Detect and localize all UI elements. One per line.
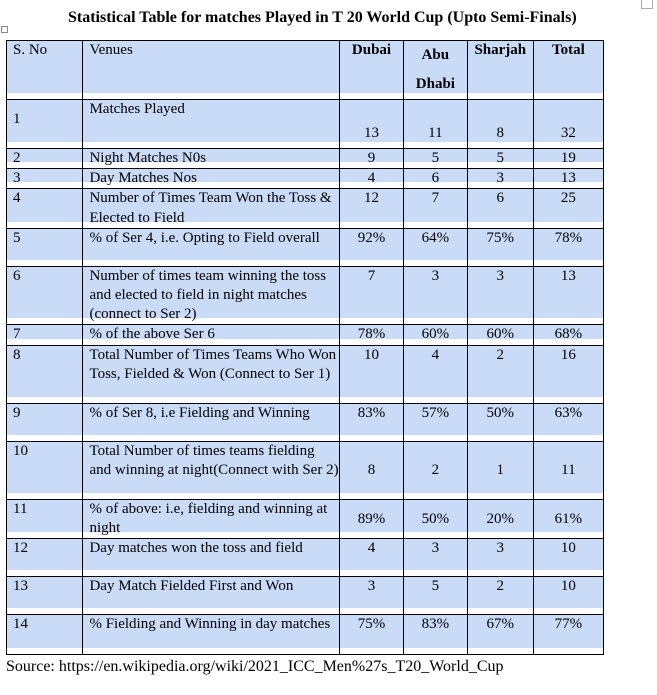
row-total: 10: [533, 539, 603, 577]
row-dubai: 89%: [340, 499, 404, 538]
row-dubai: 13: [340, 100, 404, 149]
row-total: 19: [533, 149, 603, 169]
table-row: [7, 169, 604, 189]
row-venue: % of the above Ser 6: [83, 325, 340, 345]
row-sno: 12: [7, 539, 83, 577]
row-sno: 5: [7, 228, 83, 266]
row-dubai: 10: [340, 345, 404, 403]
row-dubai: 92%: [340, 228, 404, 266]
table-row: [7, 100, 604, 149]
row-abu-dhabi: 5: [403, 149, 467, 169]
row-sno: 1: [7, 100, 83, 149]
row-venue: % of above: i.e, fielding and winning at night: [83, 499, 340, 538]
table-row: [7, 325, 604, 345]
row-abu-dhabi: 64%: [403, 228, 467, 266]
table-row: [7, 577, 604, 615]
row-sharjah: 3: [467, 169, 533, 189]
row-sno: 10: [7, 441, 83, 499]
row-abu-dhabi: 60%: [403, 325, 467, 345]
row-sno: 14: [7, 615, 83, 655]
row-sno: 7: [7, 325, 83, 345]
row-sharjah: 2: [467, 577, 533, 615]
row-venue: Day matches won the toss and field: [83, 539, 340, 577]
row-abu-dhabi: 3: [403, 266, 467, 325]
header-venues: Venues: [83, 41, 340, 100]
row-dubai: 8: [340, 441, 404, 499]
table-move-handle[interactable]: [1, 26, 8, 33]
row-abu-dhabi: 5: [403, 577, 467, 615]
row-abu-dhabi: 11: [403, 100, 467, 149]
row-sno: 8: [7, 345, 83, 403]
table-row: [7, 189, 604, 228]
row-sno: 3: [7, 169, 83, 189]
row-abu-dhabi: 3: [403, 539, 467, 577]
header-row: [7, 41, 604, 100]
row-sno: 4: [7, 189, 83, 228]
header-abu-dhabi: Abu Dhabi: [403, 41, 467, 100]
row-abu-dhabi: 4: [403, 345, 467, 403]
row-venue: Day Matches Nos: [83, 169, 340, 189]
table-row: [7, 539, 604, 577]
row-dubai: 12: [340, 189, 404, 228]
row-sharjah: 50%: [467, 403, 533, 441]
table-row: [7, 149, 604, 169]
table-row: [7, 266, 604, 325]
table-row: [7, 345, 604, 403]
row-venue: Total Number of times teams fielding and winning at night(Connect with Ser 2): [83, 441, 340, 499]
row-total: 68%: [533, 325, 603, 345]
header-sharjah: Sharjah: [467, 41, 533, 100]
header-dubai: Dubai: [340, 41, 404, 100]
row-total: 78%: [533, 228, 603, 266]
row-venue: Number of Times Team Won the Toss & Elected to Field: [83, 189, 340, 228]
row-venue: Number of times team winning the toss and elected to field in night matches (connect to Ser 2): [83, 266, 340, 325]
row-sharjah: 60%: [467, 325, 533, 345]
row-total: 10: [533, 577, 603, 615]
row-total: 32: [533, 100, 603, 149]
row-total: 16: [533, 345, 603, 403]
page-title: Statistical Table for matches Played in T 20 World Cup (Upto Semi-Finals): [68, 9, 577, 26]
table-row: [7, 403, 604, 441]
row-total: 13: [533, 266, 603, 325]
table-row: [7, 228, 604, 266]
row-dubai: 83%: [340, 403, 404, 441]
row-dubai: 78%: [340, 325, 404, 345]
row-sno: 6: [7, 266, 83, 325]
row-dubai: 9: [340, 149, 404, 169]
row-venue: Day Match Fielded First and Won: [83, 577, 340, 615]
table-row: [7, 615, 604, 655]
row-sharjah: 67%: [467, 615, 533, 655]
row-sharjah: 3: [467, 539, 533, 577]
row-sharjah: 5: [467, 149, 533, 169]
row-sno: 9: [7, 403, 83, 441]
row-abu-dhabi: 57%: [403, 403, 467, 441]
row-sno: 11: [7, 499, 83, 538]
row-sno: 13: [7, 577, 83, 615]
row-venue: % of Ser 8, i.e Fielding and Winning: [83, 403, 340, 441]
row-total: 61%: [533, 499, 603, 538]
row-sno: 2: [7, 149, 83, 169]
table-row: [7, 499, 604, 538]
table-row: [7, 441, 604, 499]
header-sno: S. No: [7, 41, 83, 100]
row-venue: Total Number of Times Teams Who Won Toss, Fielded & Won (Connect to Ser 1): [83, 345, 340, 403]
row-abu-dhabi: 6: [403, 169, 467, 189]
row-sharjah: 3: [467, 266, 533, 325]
row-sharjah: 8: [467, 100, 533, 149]
row-venue: % Fielding and Winning in day matches: [83, 615, 340, 655]
row-abu-dhabi: 2: [403, 441, 467, 499]
row-total: 25: [533, 189, 603, 228]
row-total: 63%: [533, 403, 603, 441]
row-sharjah: 75%: [467, 228, 533, 266]
page-corner-mark: [641, 0, 653, 9]
stats-table: [6, 40, 604, 655]
row-venue: Matches Played: [83, 100, 340, 149]
row-dubai: 4: [340, 539, 404, 577]
row-abu-dhabi: 83%: [403, 615, 467, 655]
header-total: Total: [533, 41, 603, 100]
source-citation: Source: https://en.wikipedia.org/wiki/2021_ICC_Men%27s_T20_World_Cup: [6, 658, 504, 675]
row-dubai: 4: [340, 169, 404, 189]
row-sharjah: 1: [467, 441, 533, 499]
row-venue: Night Matches N0s: [83, 149, 340, 169]
row-total: 11: [533, 441, 603, 499]
row-dubai: 3: [340, 577, 404, 615]
row-venue: % of Ser 4, i.e. Opting to Field overall: [83, 228, 340, 266]
row-dubai: 7: [340, 266, 404, 325]
row-dubai: 75%: [340, 615, 404, 655]
row-abu-dhabi: 50%: [403, 499, 467, 538]
row-total: 13: [533, 169, 603, 189]
row-sharjah: 20%: [467, 499, 533, 538]
row-sharjah: 6: [467, 189, 533, 228]
row-abu-dhabi: 7: [403, 189, 467, 228]
row-sharjah: 2: [467, 345, 533, 403]
row-total: 77%: [533, 615, 603, 655]
